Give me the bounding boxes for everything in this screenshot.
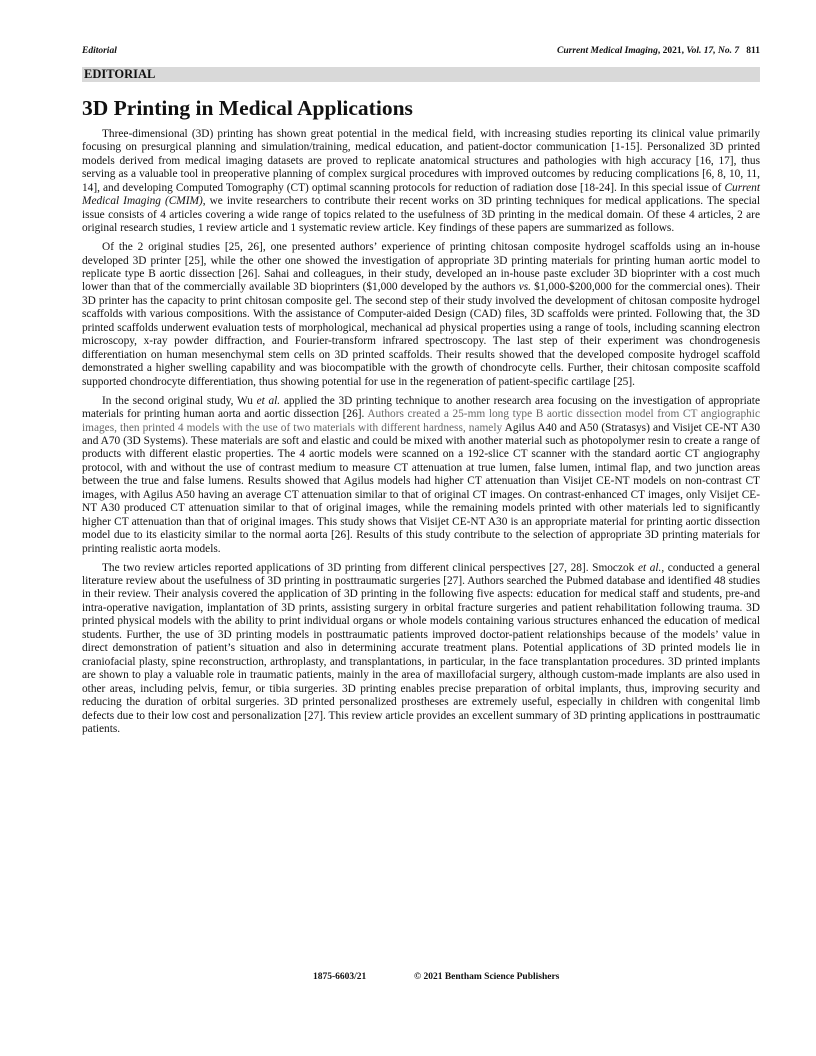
section-label: Editorial bbox=[82, 46, 117, 56]
text: , conducted a general literature review about the usefulness of 3D printing in posttraumatic surgeries [27]. Authors searched the Pubmed database and identified 48 studies in their review. Their analysis covered the application of 3D printing in the following five aspects: education for medical staff and students, pre-and intra-operative navigation, implantation of 3D prints, assisting surgery in orbital fracture surgeries and patient rehabilitation following trauma. 3D printed physical models with the ability to print individual organs or whole models containing various structures enhanced the education of medical students. Further, the use of 3D printing models in posttraumatic patients improved doctor-patient relationships because of the models’ value in direct demonstration of patient’s situation and also in determining accurate treatment plans. Potential applications of 3D printed models lie in craniofacial plasty, spine reconstruction, arthroplasty, and transplantations, in particular, in the face transplantation procedures. 3D printed implants are shown to play a valuable role in traumatic patients, mainly in the area of maxillofacial surgery, although custom-made implants are also used in other areas, including pelvis, femur, or tibia surgeries. 3D printing enables precise preparation of orbital implants, thus, improving security and reducing the duration of orbital surgeries. 3D printed personalized prostheses are extremely useful, especially in children with congenital limb defects due to their low cost and personalization [27]. This review article provides an excellent summary of 3D printing applications in posttraumatic patients. bbox=[82, 561, 760, 735]
journal-citation bbox=[557, 46, 760, 56]
text-italic: Current Medical Imaging (CMIM) bbox=[82, 181, 760, 208]
paragraph bbox=[82, 241, 760, 389]
paragraph bbox=[82, 395, 760, 556]
page-number: 811 bbox=[746, 46, 760, 56]
text: In the second original study, Wu bbox=[102, 394, 257, 407]
text: $1,000-$200,000 for the commercial ones). Their 3D printer has the capacity to print chitosan composite gel. The second step of their study involved the development of chitosan composite hydrogel scaffolds with various compositions. With the assistance of Computer-aided Design (CAD) files, 3D scaffolds were printed. Following that, the 3D printed scaffolds underwent evaluation tests of morphological, mechanical ad physical properties using a range of tools, including scanning electron microscopy, x-ray powder diffraction, and Fourier-transform infrared spectroscopy. The last step of their experiment was chondrogenesis differentiation on human mesenchymal stem cells on 3D printed scaffolds. Their results showed that the developed composite hydrogel scaffold demonstrated a higher swelling capability and was biocompatible with the growth of chondrocyte cells. Further, their chitosan composite scaffold supported chondrocyte differentiation, thus showing potential for use in the regeneration of patient-specific cartilage [25]. bbox=[82, 281, 760, 388]
text: Three-dimensional (3D) printing has shown great potential in the medical field, with increasing studies reporting its clinical value primarily focusing on presurgical planning and simulation/training, medical education, and patient-doctor communication [1-15]. Personalized 3D printed models derived from medical imaging datasets are proved to replicate anatomical structures and pathologies with high accuracy [16, 17], thus serving as a valuable tool in preoperative planning of complex surgical procedures with improved outcomes by reducing complications [6, 8, 10, 11, 14], and developing Computed Tomography (CT) optimal scanning protocols for reduction of radiation dose [18-24]. In this special issue of bbox=[82, 128, 760, 194]
issn: 1875-6603/21 bbox=[313, 972, 367, 982]
copyright: © 2021 Bentham Science Publishers bbox=[414, 972, 560, 982]
running-header bbox=[82, 46, 760, 56]
article-body bbox=[82, 128, 760, 742]
article-title: 3D Printing in Medical Applications bbox=[82, 96, 413, 120]
text-grey: Authors created a 25-mm long type B aortic dissection model from CT angiographic images, then printed 4 models with the use of two materials with different hardness, namely bbox=[82, 408, 760, 434]
text: Agilus A40 and A50 (Stratasys) and Visijet CE-NT A30 and A70 (3D Systems). These materials are soft and elastic and could be mixed with another material such as photopolymer resin to create a range of products with different elastic properties. The 4 aortic models were scanned on a 192-slice CT scanner with the standard aortic CT angiography protocol, with and without the use of contrast medium to measure CT attenuation at true lumen, false lumen, intimal flap, and two junction areas between the true and false lumens. Results showed that Agilus models had higher CT attenuation than Visijet CE-NT models on non-contrast CT images, with Agilus A50 having an average CT attenuation similar to that of original CT images. On contrast-enhanced CT images, only Visijet CE-NT A30 produced CT attenuation similar to that of original images, while the remaining models printed with other materials led to significantly higher CT attenuation than that of original images. This study shows that Visijet CE-NT A30 is an appropriate material for printing aortic dissection model due to its elasticity similar to the normal aorta [26]. Results of this study contribute to the selection of appropriate 3D printing materials for printing realistic aorta models. bbox=[82, 421, 760, 555]
text: applied the 3D printing technique to another research area focusing on the investigation of appropriate materials for printing human aorta and aortic dissection [26]. bbox=[82, 394, 760, 421]
text: , we invite researchers to contribute their recent works on 3D printing techniques for medical applications. The special issue consists of 4 articles covering a wide range of topics related to the usefulness of 3D printing in the medical domain. Of these 4 articles, 2 are original research studies, 1 review article and 1 systematic review article. Key findings of these papers are summarized as follows. bbox=[82, 195, 760, 235]
journal-volume: Vol. 17, No. 7 bbox=[686, 46, 740, 56]
text-italic: vs. bbox=[518, 281, 531, 294]
paragraph bbox=[82, 128, 760, 236]
paragraph bbox=[82, 562, 760, 737]
text: The two review articles reported applications of 3D printing from different clinical perspectives [27, 28]. Smoczok bbox=[102, 561, 638, 574]
journal-year: , 2021, bbox=[657, 46, 687, 56]
text: Of the 2 original studies [25, 26], one presented authors’ experience of printing chitosan composite hydrogel scaffolds using an in-house developed 3D printer [25], while the other one showed the investigation of appropriate 3D printing materials for printing human aortic model to replicate type B aortic dissection [26]. Sahai and colleagues, in their study, developed an in-house paste excluder 3D bioprinter with a cost much lower than that of the commercially available 3D bioprinters ($1,000 developed by the authors bbox=[82, 241, 760, 294]
section-band: EDITORIAL bbox=[82, 67, 760, 82]
text-italic: et al. bbox=[637, 561, 662, 574]
text-italic: et al. bbox=[256, 394, 281, 407]
journal-name: Current Medical Imaging bbox=[557, 46, 658, 56]
